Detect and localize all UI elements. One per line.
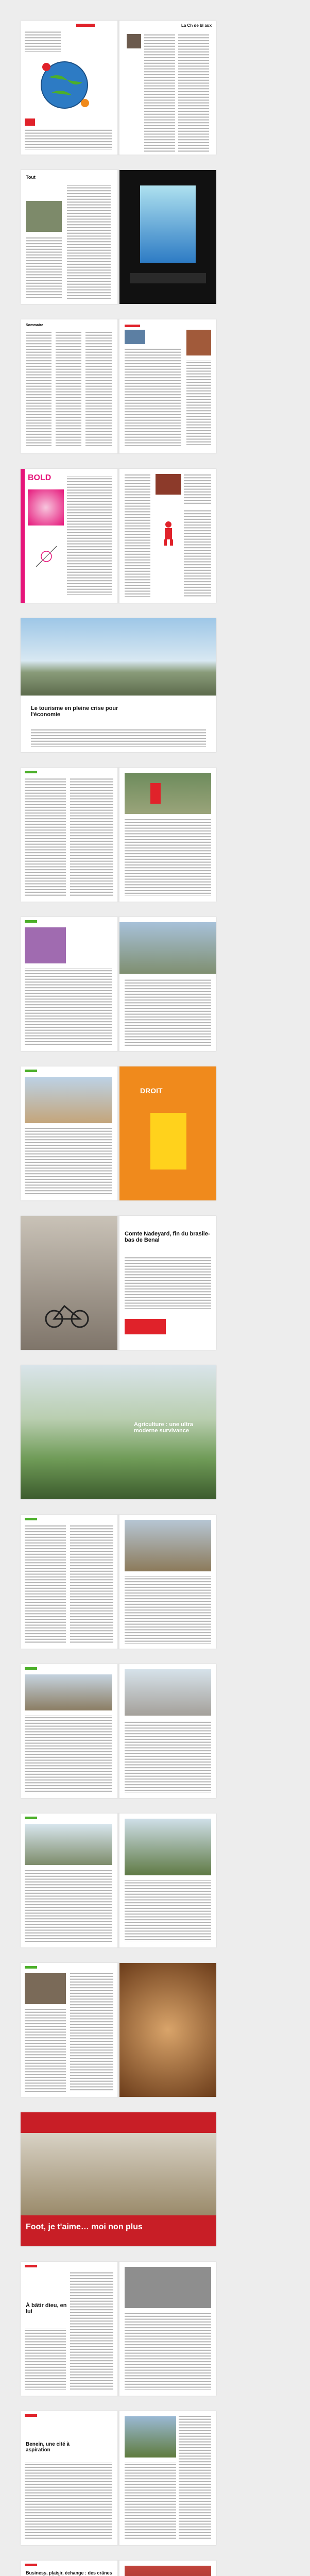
page-left [21,2561,117,2576]
spread-3 [21,319,216,453]
landscape-photo [21,618,216,696]
page-right [119,170,216,304]
green-tag [25,1667,37,1670]
page-left [21,1814,117,1947]
text-column [25,1525,66,1643]
photo [125,773,211,814]
photo [26,201,62,232]
page-right [119,768,216,902]
page-left [21,768,117,902]
text-column [125,474,150,598]
text-column [25,31,61,52]
football-photo [21,2133,216,2215]
green-tag [25,1966,37,1969]
page-right [119,1814,216,1947]
page-left [21,2262,117,2396]
green-tag [25,920,37,923]
photo [125,330,145,344]
headline: Business, plaisir, échange : des crânes [26,2570,112,2575]
page-right [119,21,216,155]
text-column [179,2416,211,2540]
text-column [25,2463,112,2540]
text-column [184,510,211,598]
pink-sidebar [21,469,25,603]
spread-5 [21,618,216,752]
green-tag [25,1817,37,1819]
text-column [186,361,211,446]
spread-1 [21,21,216,155]
photo [119,922,216,974]
photo [25,1973,66,2004]
text-column [125,1880,211,1942]
headline: Sommaire [26,324,43,327]
spread-2 [21,170,216,304]
photo [156,474,181,495]
text-column [184,474,211,505]
photo [25,1824,112,1865]
spread-18 [21,2561,216,2576]
red-tag [125,325,140,327]
globe-illustration [36,57,93,113]
cyclist-photo [21,1216,117,1350]
text-column [25,1716,112,1793]
spread-7 [21,917,216,1051]
page-right [119,2561,216,2576]
page-left [21,469,117,603]
red-tag [76,24,95,27]
page-left [21,1664,117,1798]
spread-9 [21,1216,216,1350]
red-badge [25,118,35,126]
text-column [70,778,113,896]
spread-16 [21,2262,216,2396]
page-right [119,2262,216,2396]
text-column [70,1973,113,2092]
text-column [125,1257,211,1309]
text-column [85,332,112,446]
illustration [28,489,64,526]
spread-14 [21,1963,216,2097]
page-right [119,319,216,453]
photo [125,2267,211,2308]
text-column [70,2272,113,2391]
spread-8 [21,1066,216,1200]
spread-17 [21,2411,216,2545]
page-right [119,2411,216,2545]
text-column [56,332,81,446]
green-tag [25,771,37,773]
photo [25,1077,112,1123]
red-tag [25,2414,37,2417]
portrait-photo [127,34,141,48]
spread-12 [21,1664,216,1798]
page-left [21,1216,117,1350]
page-right [119,1216,216,1350]
text-column [25,2009,66,2092]
text-column [125,2313,211,2391]
headline: La Ch de bl aux [181,23,212,28]
page-left [21,319,117,453]
text-column [178,34,209,152]
green-tag [25,1518,37,1520]
page-right [119,469,216,603]
photo [186,330,211,355]
page-left [21,1515,117,1649]
headline: Benein, une cité à aspiration [26,2442,70,2453]
spread-10 [21,1365,216,1499]
text-column [125,819,211,896]
stadium-photo [125,2566,211,2576]
text-column [26,332,51,446]
red-figure [150,783,161,804]
bicycle-icon [41,1293,93,1329]
page-left [21,1066,117,1200]
bread-photo [119,1963,216,2097]
spread-11 [21,1515,216,1649]
tree-photo [125,1819,211,1875]
page-left [21,170,117,304]
red-tag [25,2265,37,2267]
headline: Comte Nadeyard, fin du brasile-bas de Benal [125,1231,210,1243]
headline: BOLD [28,473,51,482]
photo [125,1520,211,1571]
text-column [70,1525,113,1643]
text-column [67,185,111,299]
red-tag [25,2564,37,2566]
headline: Le tourisme en pleine crise pour l'économie [31,705,118,718]
spread-6 [21,768,216,902]
text-column [25,1870,112,1942]
ad-product [150,1113,186,1170]
ad-poster [140,185,196,263]
spread-13 [21,1814,216,1947]
text-column [25,778,66,896]
photo [25,1674,112,1710]
red-figure [161,520,176,546]
page-right [119,1515,216,1649]
text-column [144,34,175,152]
text-column [125,1577,211,1643]
text-column [125,979,211,1046]
text-column [25,969,112,1046]
headline: Foot, je t'aime… moi non plus [26,2223,143,2231]
page-left [21,2411,117,2545]
photo [125,1669,211,1716]
headline: Agriculture : une ultra moderne survivance [134,1421,193,1434]
photo [25,927,66,963]
diagram [31,541,62,572]
ad-headline: DROIT [140,1087,163,1095]
page-right [119,1664,216,1798]
text-column [31,729,206,747]
page-left [21,917,117,1051]
text-column [67,477,112,595]
text-column [125,2463,176,2540]
ad-strip [130,273,206,283]
green-tag [25,1070,37,1072]
page-right [119,917,216,1051]
text-column [25,1128,112,1195]
red-callout [125,1319,166,1334]
spread-4 [21,469,216,603]
text-column [25,129,112,149]
page-right [119,1963,216,2097]
page-left [21,21,117,155]
headline: À bâtir dieu, en lui [26,2302,67,2315]
text-column [26,237,62,299]
page-left [21,1963,117,2097]
photo [125,2416,176,2458]
text-column [125,348,181,446]
page-right [119,1066,216,1200]
spread-15 [21,2112,216,2246]
text-column [25,2329,66,2391]
text-column [125,1721,211,1793]
headline: Tout [26,175,36,180]
